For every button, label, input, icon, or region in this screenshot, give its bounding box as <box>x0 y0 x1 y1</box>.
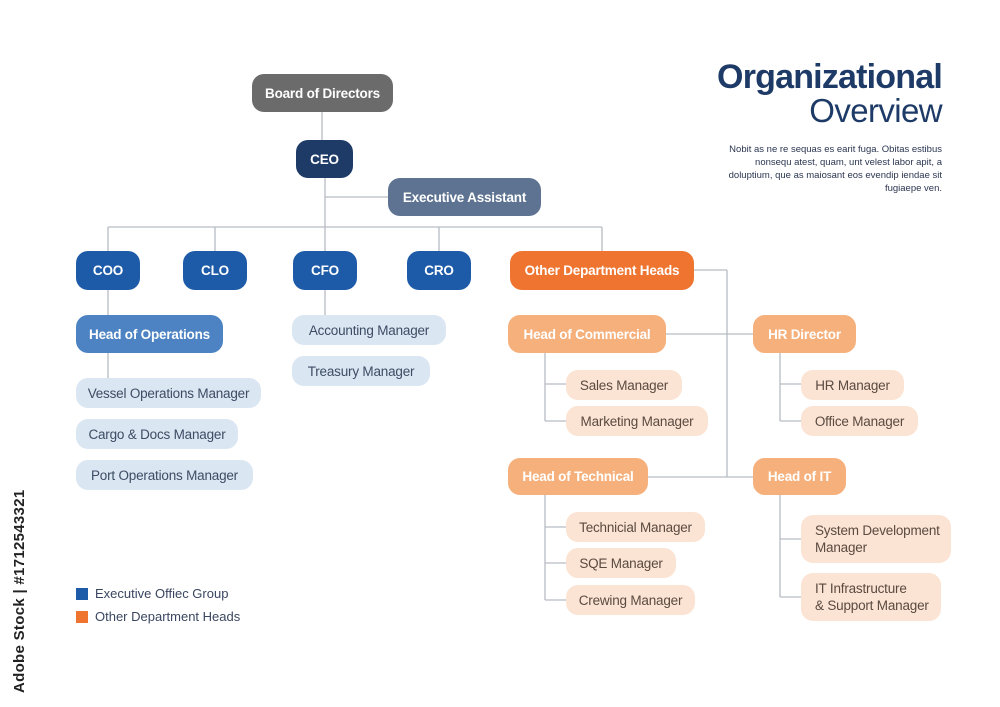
legend-executive-label: Executive Offiec Group <box>95 586 229 601</box>
system-development-line2: Manager <box>815 540 867 555</box>
board-of-directors-node: Board of Directors <box>252 74 393 112</box>
executive-assistant-node: Executive Assistant <box>388 178 541 216</box>
sales-manager-node: Sales Manager <box>566 370 682 400</box>
vessel-operations-manager-node: Vessel Operations Manager <box>76 378 261 408</box>
page-subtitle: Overview <box>809 92 942 129</box>
system-development-line1: System Development <box>815 523 940 538</box>
it-infrastructure-line2: & Support Manager <box>815 598 929 613</box>
ceo-node: CEO <box>296 140 353 178</box>
cargo-docs-manager-node: Cargo & Docs Manager <box>76 419 238 449</box>
head-of-operations-node: Head of Operations <box>76 315 223 353</box>
stock-credit: Adobe Stock | #1712543321 <box>11 489 28 693</box>
legend-swatch-blue <box>76 588 88 600</box>
crewing-manager-node: Crewing Manager <box>566 585 695 615</box>
cfo-node: CFO <box>293 251 357 290</box>
it-infrastructure-manager-node <box>801 573 941 621</box>
legend-departments-label: Other Department Heads <box>95 609 241 624</box>
hr-manager-node: HR Manager <box>801 370 904 400</box>
treasury-manager-node: Treasury Manager <box>292 356 430 386</box>
hr-director-node: HR Director <box>753 315 856 353</box>
head-of-commercial-node: Head of Commercial <box>508 315 666 353</box>
legend-departments <box>76 609 240 624</box>
clo-node: CLO <box>183 251 247 290</box>
sqe-manager-node: SQE Manager <box>566 548 676 578</box>
page-title: Organizational <box>717 58 942 96</box>
technicial-manager-node: Technicial Manager <box>566 512 705 542</box>
legend-swatch-orange <box>76 611 88 623</box>
office-manager-node: Office Manager <box>801 406 918 436</box>
other-department-heads-node: Other Department Heads <box>510 251 694 290</box>
head-of-it-node: Head of IT <box>753 458 846 495</box>
marketing-manager-node: Marketing Manager <box>566 406 708 436</box>
cro-node: CRO <box>407 251 471 290</box>
legend-executive <box>76 586 228 601</box>
port-operations-manager-node: Port Operations Manager <box>76 460 253 490</box>
description-text: Nobit as ne re sequas es earit fuga. Obitas estibus nonsequ atest, quam, unt velest labor apit, a doluptium, que as maiosant eos evendip iendae sit fugiaepe ven. <box>728 144 942 194</box>
accounting-manager-node: Accounting Manager <box>292 315 446 345</box>
coo-node: COO <box>76 251 140 290</box>
it-infrastructure-line1: IT Infrastructure <box>815 581 907 596</box>
head-of-technical-node: Head of Technical <box>508 458 648 495</box>
system-development-manager-node <box>801 515 951 563</box>
